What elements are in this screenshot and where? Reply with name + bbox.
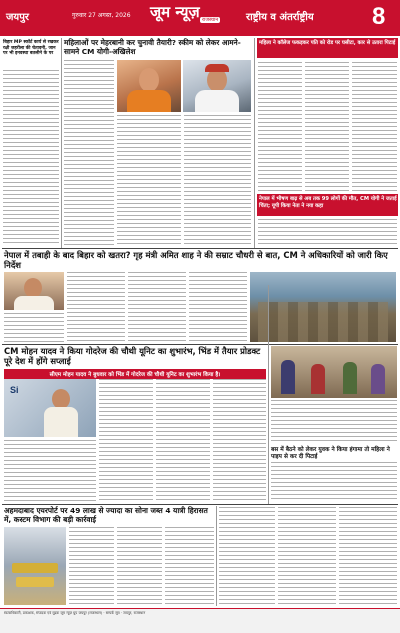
nepal-story-body-col3: [189, 272, 247, 342]
bus-story-body-top: [271, 400, 397, 444]
section-divider: [2, 344, 398, 345]
lead-story-body-col2: [117, 115, 181, 246]
column-divider: [216, 506, 217, 606]
nepal-story-body-col1: [67, 272, 125, 342]
nepal-story-body-col2: [128, 272, 186, 342]
bus-story-headline: बस में बैठने को लेकर युवक ने किया हंगामा तो महिला ने पाइप से कर दी पिटाई: [271, 447, 390, 461]
newspaper-logo-sub: राजस्थान: [202, 17, 219, 23]
cm-story-body-col2: [156, 379, 210, 502]
column-divider: [268, 285, 269, 505]
column-divider: [254, 38, 255, 248]
airport-story-headline: अहमदाबाद एयरपोर्ट पर 49 लाख से ज्यादा का सोना जब्त 4 यात्री हिरासत में, कस्टम विभाग की बड़ी कार्रवाई: [4, 506, 208, 525]
lead-story-body-col1: [64, 60, 114, 246]
right-story-1-body-col1: [258, 62, 302, 192]
cm-story-body-col3: [213, 379, 266, 502]
brief-body-col1: [219, 507, 275, 605]
cm-story-photo: Si: [4, 379, 96, 437]
brief-body-col3: [339, 507, 397, 605]
nepal-story-headline: नेपाल में तबाही के बाद बिहार को खतरा? गृह मंत्री अमित शाह ने की सम्राट चौधरी से बात, CM ने अधिकारियों को जारी किए निर्देश: [4, 250, 388, 270]
right-story-1-body-col3: [352, 62, 397, 192]
lead-story-headline: महिलाओं पर मेहरबानी कर चुनावी तैयारी? स्कीम को लेकर आमने-सामने CM योगी-अखिलेश: [64, 38, 241, 56]
right-story-1-headline: महिला ने कॉलेज फकड़कर पति को रोड पर घसीटा, कार से उतारा पिटाई: [259, 40, 396, 46]
section-divider: [2, 504, 398, 505]
newspaper-logo: जूम न्यूज़: [150, 3, 200, 21]
cm-story-headline: CM मोहन यादव ने किया गोदरेज की चौथी यूनिट का शुभारंभ, भिंड में तैयार प्रोडक्ट पूरे देश में होंगे सप्लाई: [4, 346, 261, 367]
right-story-2-headline: नेपाल में भीषण बाढ़ से अब तक 99 लोगों की मौत, CM योगी ने जताई चिंता; यूपी किया नेता ने नया कहा: [259, 196, 397, 209]
cm-story-body-col1: [99, 379, 153, 502]
right-story-2-body: [258, 219, 397, 246]
airport-story-body-col2: [117, 527, 162, 605]
footer-imprint: स्वत्वाधिकारी, प्रकाशक, संपादक एवं मुद्रक जूम न्यूज़ ग्रुप जयपुर (राजस्थान) · सम्पर्क सूत्र · जयपुर, राजस्थान: [4, 611, 146, 615]
section-title: राष्ट्रीय व अंतर्राष्ट्रीय: [246, 12, 314, 23]
page-number: 8: [372, 3, 386, 30]
nepal-story-photo-shah: [4, 272, 64, 310]
airport-story-body-col3: [165, 527, 214, 605]
section-divider: [2, 248, 398, 249]
left-brief-body: [3, 70, 59, 245]
nepal-story-body-col0: [4, 313, 64, 342]
brief-body-col2: [278, 507, 336, 605]
airport-story-body-col1: [69, 527, 114, 605]
bus-story-body: [271, 462, 397, 502]
lead-story-photo-yogi: [117, 60, 181, 112]
column-divider: [61, 38, 62, 248]
lead-story-body-col3: [184, 115, 251, 246]
bus-story-photo: [271, 346, 397, 398]
nepal-story-photo-flood: [250, 272, 396, 342]
edition-city: जयपुर: [6, 12, 29, 23]
left-brief-headline: बिहार MP स्कॉर्ट कार्य से रखकर रक्षी जहरीला की चेतावनी, जान पर भी इनवस्था बतलीने के पर: [3, 40, 59, 57]
edition-date: गुरुवार 27 अगस्त, 2026: [72, 12, 131, 19]
airport-story-photo: [4, 527, 66, 605]
lead-story-photo-akhilesh: [183, 60, 251, 112]
right-story-1-body-col2: [305, 62, 349, 192]
cm-story-subhead: सीएम मोहन यादव ने बुधवार को भिंड में गोदरेज की चौथी यूनिट का शुभारंभ किया है।: [4, 369, 266, 379]
cm-story-body-col0: [4, 440, 96, 502]
